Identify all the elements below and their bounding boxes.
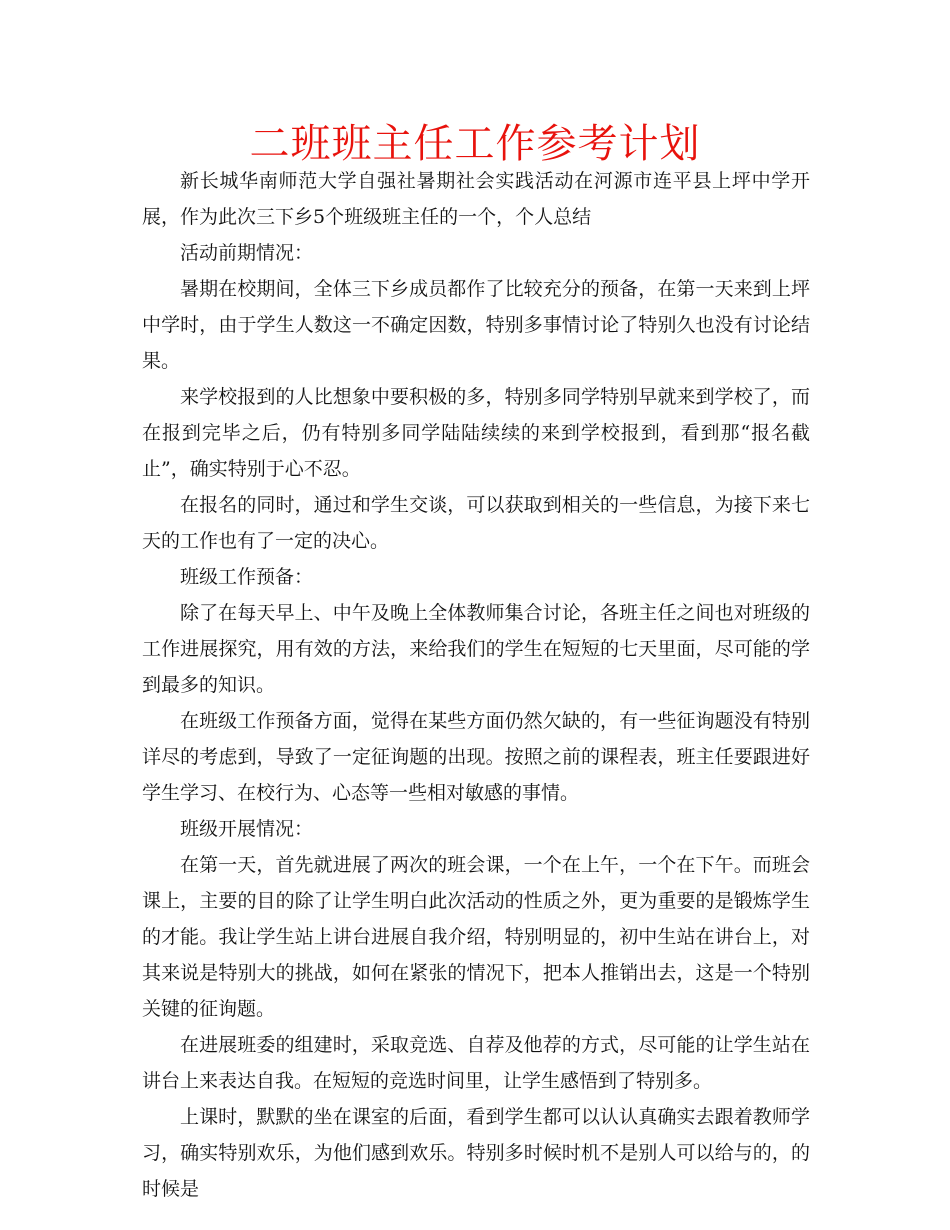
section-heading: 班级工作预备： <box>180 566 314 588</box>
document-title: 二班班主任工作参考计划 <box>249 121 701 167</box>
paragraph: 新长城华南师范大学自强社暑期社会实践活动在河源市连平县上坪中学开展，作为此次三下乡5个班级班主任的一个，个人总结 <box>142 170 810 228</box>
paragraph: 在第一天，首先就进展了两次的班会课，一个在上午，一个在下午。而班会课上，主要的目的除了让学生明白此次活动的性质之外，更为重要的是锻炼学生的才能。我让学生站上讲台进展自我介绍，特别明显的，初中生站在讲台上，对其来说是特别大的挑战，如何在紧张的情况下，把本人推销出去，这是一个特别关键的征询题。 <box>142 854 810 1020</box>
paragraph: 来学校报到的人比想象中要积极的多，特别多同学特别早就来到学校了，而在报到完毕之后，仍有特别多同学陆陆续续的来到学校报到，看到那“报名截止”，确实特别于心不忍。 <box>142 386 810 480</box>
paragraph: 在班级工作预备方面，觉得在某些方面仍然欠缺的，有一些征询题没有特别详尽的考虑到，导致了一定征询题的出现。按照之前的课程表，班主任要跟进好学生学习、在校行为、心态等一些相对敏感的事情。 <box>142 710 810 804</box>
paragraph: 暑期在校期间，全体三下乡成员都作了比较充分的预备，在第一天来到上坪中学时，由于学生人数这一不确定因数，特别多事情讨论了特别久也没有讨论结果。 <box>142 278 810 372</box>
section-heading: 班级开展情况： <box>180 818 314 840</box>
document-body <box>142 163 810 1207</box>
section-heading: 活动前期情况： <box>180 242 314 264</box>
paragraph: 除了在每天早上、中午及晚上全体教师集合讨论，各班主任之间也对班级的工作进展探究，用有效的方法，来给我们的学生在短短的七天里面，尽可能的学到最多的知识。 <box>142 602 810 696</box>
paragraph: 在进展班委的组建时，采取竞选、自荐及他荐的方式，尽可能的让学生站在讲台上来表达自我。在短短的竞选时间里，让学生感悟到了特别多。 <box>142 1034 810 1092</box>
paragraph: 在报名的同时，通过和学生交谈，可以获取到相关的一些信息，为接下来七天的工作也有了一定的决心。 <box>142 494 810 552</box>
paragraph: 上课时，默默的坐在课室的后面，看到学生都可以认认真确实去跟着教师学习，确实特别欢乐，为他们感到欢乐。特别多时候时机不是别人可以给与的，的时候是 <box>142 1106 810 1200</box>
